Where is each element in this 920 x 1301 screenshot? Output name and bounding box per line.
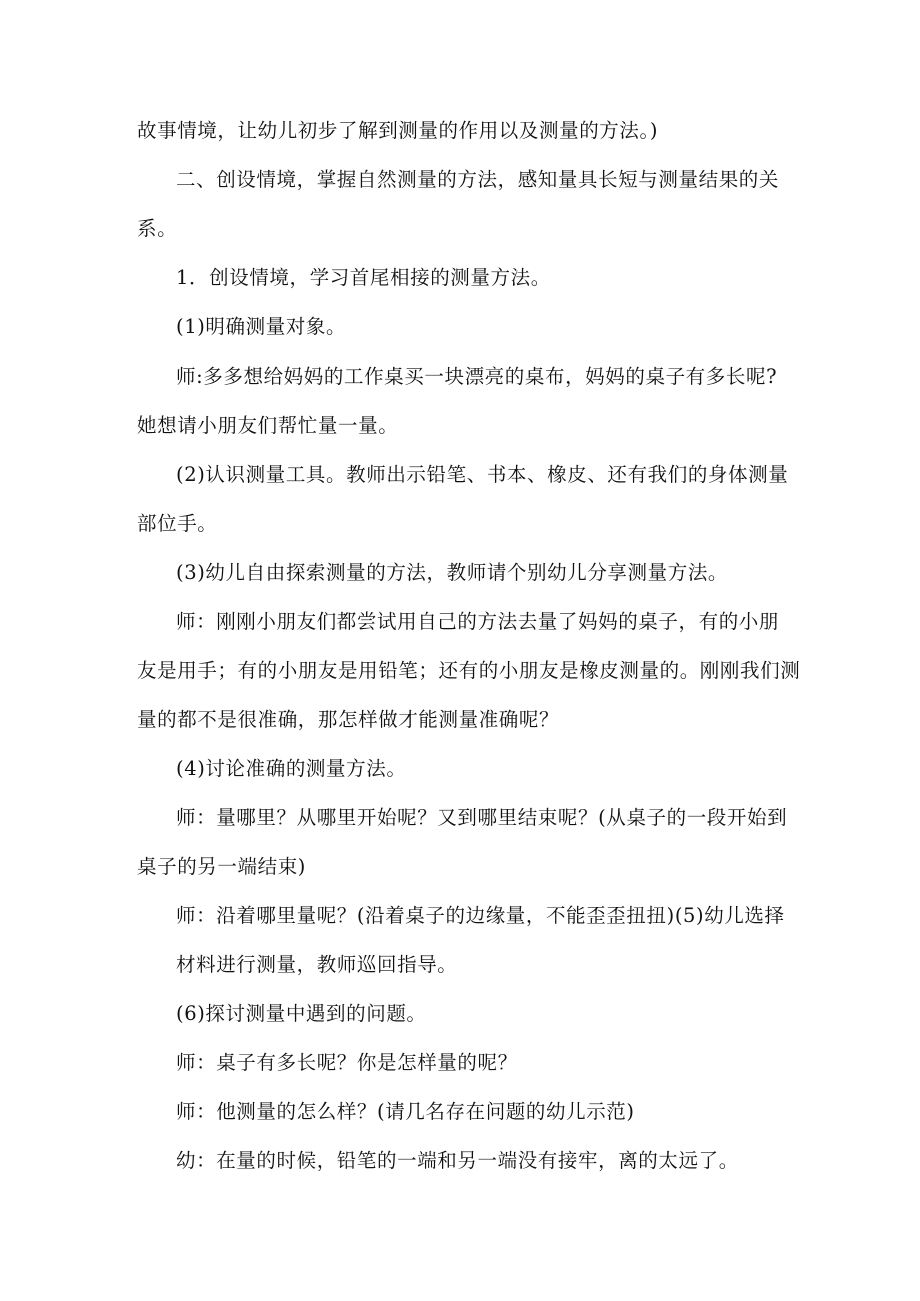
text-line: 师：刚刚小朋友们都尝试用自己的方法去量了妈妈的桌子，有的小朋 <box>176 610 780 633</box>
step-heading: (4)讨论准确的测量方法。 <box>176 757 407 780</box>
section-heading: 二、创设情境，掌握自然测量的方法，感知量具长短与测量结果的关 <box>176 168 780 191</box>
text-line: 师：他测量的怎么样？(请几名存在问题的幼儿示范) <box>176 1100 635 1123</box>
step-heading: (6)探讨测量中遇到的问题。 <box>176 1002 427 1025</box>
text-line: 师:多多想给妈妈的工作桌买一块漂亮的桌布，妈妈的桌子有多长呢? <box>176 365 778 388</box>
text-line: 部位手。 <box>137 512 218 535</box>
subsection-heading: 1．创设情境，学习首尾相接的测量方法。 <box>176 266 551 289</box>
step-heading: (1)明确测量对象。 <box>176 315 347 338</box>
text-line: 师：桌子有多长呢？你是怎样量的呢？ <box>176 1051 518 1074</box>
text-line: 系。 <box>137 217 178 240</box>
text-line: 材料进行测量，教师巡回指导。 <box>176 953 458 976</box>
text-line: 故事情境，让幼儿初步了解到测量的作用以及测量的方法。) <box>137 119 659 142</box>
text-line: 桌子的另一端结束) <box>137 855 307 878</box>
text-line: 量的都不是很准确，那怎样做才能测量准确呢？ <box>137 708 560 731</box>
step-heading: (2)认识测量工具。教师出示铅笔、书本、橡皮、还有我们的身体测量 <box>176 463 789 486</box>
text-line: 幼：在量的时候，铅笔的一端和另一端没有接牢，离的太远了。 <box>176 1149 739 1172</box>
text-line: 她想请小朋友们帮忙量一量。 <box>137 414 399 437</box>
text-line: 师：量哪里？从哪里开始呢？又到哪里结束呢？(从桌子的一段开始到 <box>176 806 788 829</box>
text-line: 师：沿着哪里量呢？(沿着桌子的边缘量，不能歪歪扭扭)(5)幼儿选择 <box>176 904 785 927</box>
step-heading: (3)幼儿自由探索测量的方法，教师请个别幼儿分享测量方法。 <box>176 561 729 584</box>
text-line: 友是用手；有的小朋友是用铅笔；还有的小朋友是橡皮测量的。刚刚我们测 <box>137 659 801 682</box>
